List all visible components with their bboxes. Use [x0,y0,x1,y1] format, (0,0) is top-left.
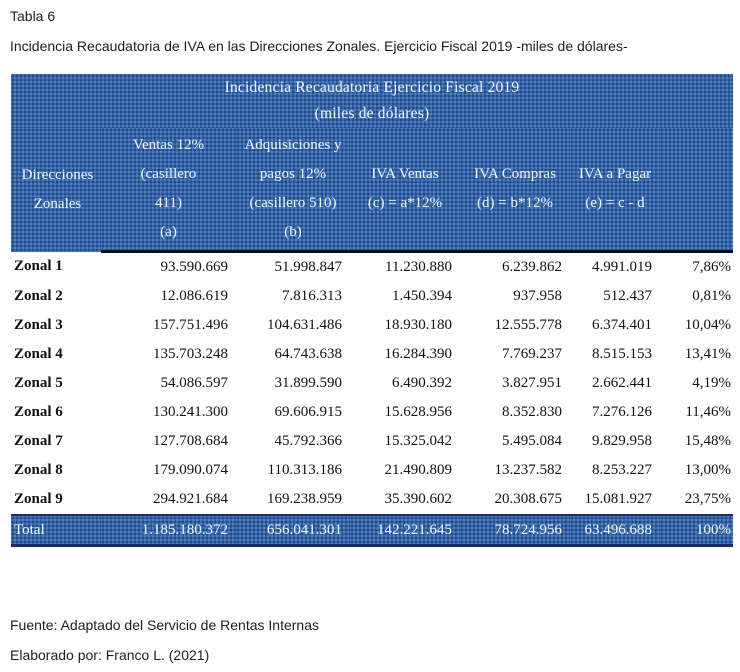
iva-pagar-value: 4.991.019 [570,252,660,283]
adquisiciones-value: 69.606.915 [236,398,350,427]
table-caption: Incidencia Recaudatoria de IVA en las Direcciones Zonales. Ejercicio Fiscal 2019 -miles de dólares- [10,38,628,54]
table-row-zonal-2 [11,282,733,311]
iva-compras-value: 937.958 [460,282,570,311]
total-percent: 100% [660,515,733,546]
col-header-adquisiciones: Adquisiciones y pagos 12% (casillero 510) (b) [236,128,350,252]
row-label: Zonal 5 [11,369,101,398]
column-header-row [11,128,733,252]
iva-pagar-value: 15.081.927 [570,485,660,515]
ventas-value: 157.751.496 [101,311,236,340]
table-row-zonal-4 [11,340,733,369]
row-label: Zonal 7 [11,427,101,456]
iva-ventas-value: 15.628.956 [350,398,460,427]
total-adquisiciones: 656.041.301 [236,515,350,546]
table-row-zonal-1 [11,252,733,283]
source-note: Fuente: Adaptado del Servicio de Rentas Internas [10,617,319,633]
percent-value: 23,75% [660,485,733,515]
ventas-value: 294.921.684 [101,485,236,515]
iva-table [11,74,733,547]
iva-compras-value: 5.495.084 [460,427,570,456]
iva-pagar-value: 512.437 [570,282,660,311]
iva-compras-value: 7.769.237 [460,340,570,369]
ventas-value: 12.086.619 [101,282,236,311]
row-label: Zonal 2 [11,282,101,311]
total-ventas: 1.185.180.372 [101,515,236,546]
table-row-zonal-5 [11,369,733,398]
table-row-zonal-3 [11,311,733,340]
col-header-iva-a-pagar: IVA a Pagar (e) = c - d [570,128,660,252]
total-iva-compras: 78.724.956 [460,515,570,546]
iva-pagar-value: 9.829.958 [570,427,660,456]
percent-value: 15,48% [660,427,733,456]
ventas-value: 130.241.300 [101,398,236,427]
table-row-zonal-7 [11,427,733,456]
iva-pagar-value: 6.374.401 [570,311,660,340]
adquisiciones-value: 31.899.590 [236,369,350,398]
row-label: Zonal 6 [11,398,101,427]
percent-value: 13,41% [660,340,733,369]
elaborated-note: Elaborado por: Franco L. (2021) [10,647,210,663]
iva-ventas-value: 16.284.390 [350,340,460,369]
iva-ventas-value: 35.390.602 [350,485,460,515]
adquisiciones-value: 104.631.486 [236,311,350,340]
table-row-zonal-8 [11,456,733,485]
adquisiciones-value: 110.313.186 [236,456,350,485]
adquisiciones-value: 45.792.366 [236,427,350,456]
row-label: Zonal 4 [11,340,101,369]
iva-ventas-value: 11.230.880 [350,252,460,283]
row-label: Zonal 1 [11,252,101,283]
ventas-value: 127.708.684 [101,427,236,456]
iva-compras-value: 6.239.862 [460,252,570,283]
table-total-row [11,515,733,546]
iva-pagar-value: 7.276.126 [570,398,660,427]
ventas-value: 93.590.669 [101,252,236,283]
col-header-direcciones-zonales: Direcciones Zonales [11,128,101,252]
col-header-ventas: Ventas 12% (casillero 411) (a) [101,128,236,252]
percent-value: 4,19% [660,369,733,398]
percent-value: 10,04% [660,311,733,340]
ventas-value: 179.090.074 [101,456,236,485]
banner-title: Incidencia Recaudatoria Ejercicio Fiscal 2019 [224,79,520,96]
adquisiciones-value: 169.238.959 [236,485,350,515]
banner-subtitle: (miles de dólares) [314,105,430,122]
adquisiciones-value: 7.816.313 [236,282,350,311]
col-header-iva-ventas: IVA Ventas (c) = a*12% [350,128,460,252]
table-label: Tabla 6 [10,8,56,24]
percent-value: 0,81% [660,282,733,311]
iva-compras-value: 13.237.582 [460,456,570,485]
iva-pagar-value: 2.662.441 [570,369,660,398]
table-banner [11,74,733,128]
total-iva-pagar: 63.496.688 [570,515,660,546]
iva-ventas-value: 6.490.392 [350,369,460,398]
iva-ventas-value: 1.450.394 [350,282,460,311]
col-header-iva-compras: IVA Compras (d) = b*12% [460,128,570,252]
ventas-value: 135.703.248 [101,340,236,369]
total-label: Total [11,515,101,546]
row-label: Zonal 3 [11,311,101,340]
adquisiciones-value: 64.743.638 [236,340,350,369]
percent-value: 13,00% [660,456,733,485]
col-header-percent [660,128,733,252]
iva-ventas-value: 15.325.042 [350,427,460,456]
percent-value: 11,46% [660,398,733,427]
adquisiciones-value: 51.998.847 [236,252,350,283]
total-iva-ventas: 142.221.645 [350,515,460,546]
iva-ventas-value: 21.490.809 [350,456,460,485]
iva-compras-value: 3.827.951 [460,369,570,398]
table-row-zonal-9 [11,485,733,515]
iva-pagar-value: 8.253.227 [570,456,660,485]
iva-compras-value: 12.555.778 [460,311,570,340]
iva-pagar-value: 8.515.153 [570,340,660,369]
row-label: Zonal 8 [11,456,101,485]
table-row-zonal-6 [11,398,733,427]
ventas-value: 54.086.597 [101,369,236,398]
row-label: Zonal 9 [11,485,101,515]
iva-compras-value: 20.308.675 [460,485,570,515]
iva-ventas-value: 18.930.180 [350,311,460,340]
percent-value: 7,86% [660,252,733,283]
iva-compras-value: 8.352.830 [460,398,570,427]
